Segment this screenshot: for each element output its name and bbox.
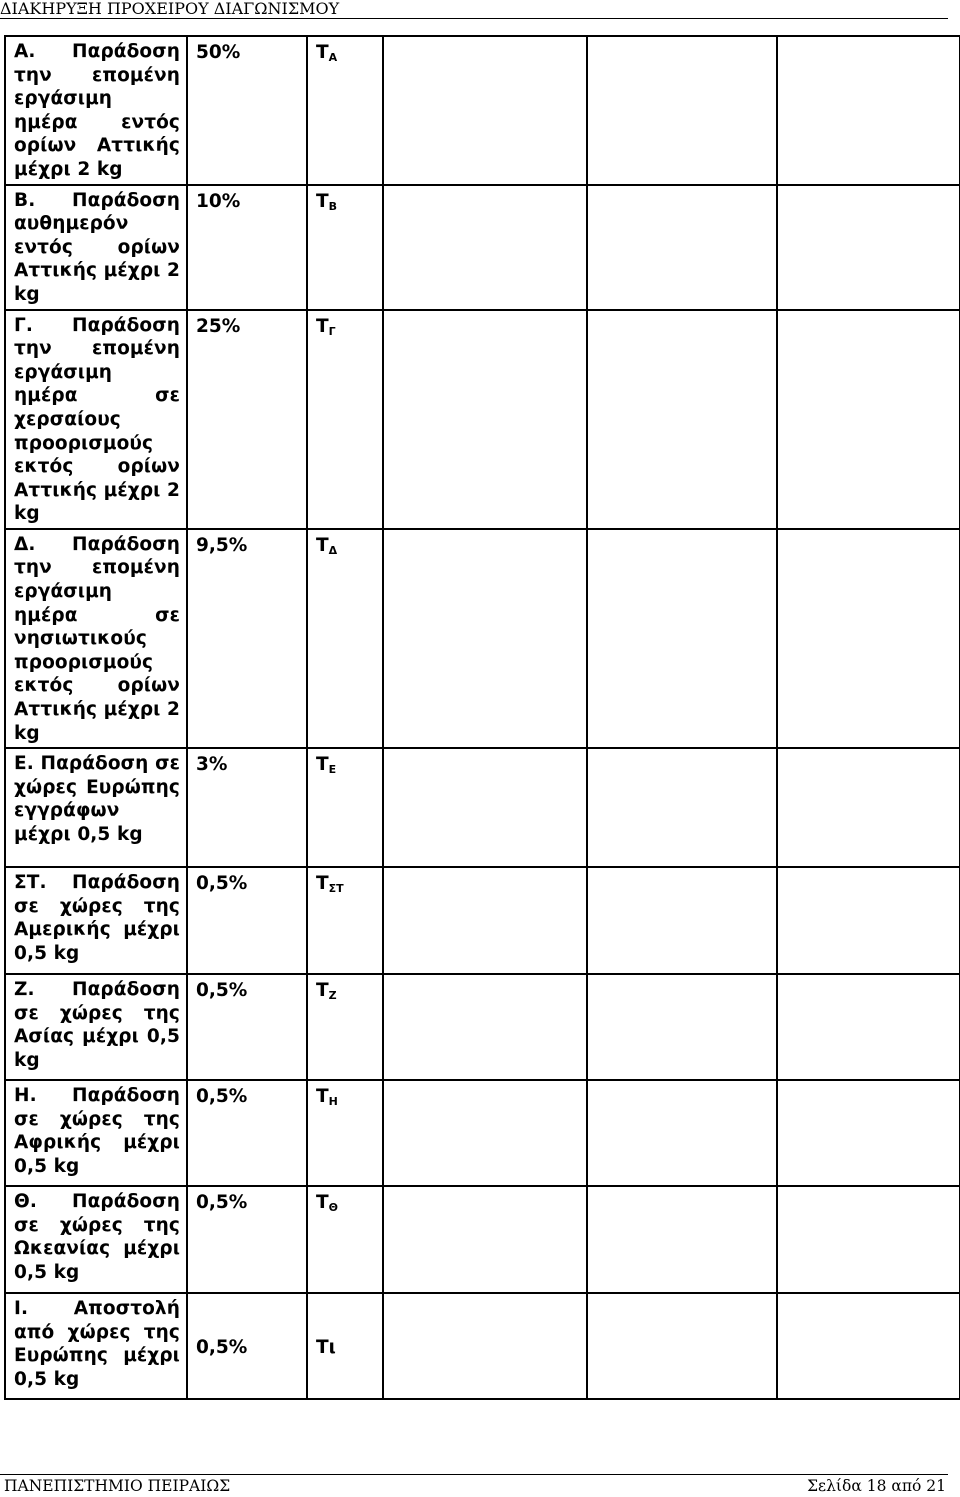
table-row — [5, 529, 960, 748]
service-description: Η. Παράδοση σε χώρες της Αφρικής μέχρι 0,5 kg — [5, 1080, 187, 1186]
tariff-symbol: T — [316, 873, 329, 895]
tariff-code — [307, 1186, 383, 1293]
tariff-subscript: E — [328, 763, 337, 777]
blank-price-cell-c[interactable] — [777, 36, 960, 185]
blank-price-cell-a[interactable] — [383, 529, 587, 748]
tariff-subscript: H — [328, 1095, 338, 1109]
blank-price-cell-c[interactable] — [777, 1293, 960, 1399]
service-description: Α. Παράδοση την επομένη εργάσιμη ημέρα εντός ορίων Αττικής μέχρι 2 kg — [5, 36, 187, 185]
tariff-symbol: T — [316, 1086, 329, 1108]
tariff-subscript: B — [328, 199, 338, 213]
blank-price-cell-a[interactable] — [383, 36, 587, 185]
blank-price-cell-b[interactable] — [587, 867, 777, 974]
tariff-symbol: T — [316, 754, 329, 776]
tariff-subscript: Γ — [328, 324, 336, 338]
service-description: Θ. Παράδοση σε χώρες της Ωκεανίας μέχρι 0,5 kg — [5, 1186, 187, 1293]
blank-price-cell-b[interactable] — [587, 529, 777, 748]
page-footer — [0, 1474, 948, 1497]
weight-percentage: 3% — [187, 748, 307, 867]
tariff-symbol: T — [316, 315, 329, 337]
table-row — [5, 1293, 960, 1399]
blank-price-cell-b[interactable] — [587, 748, 777, 867]
tariff-subscript: A — [328, 51, 338, 64]
tariff-code — [307, 529, 383, 748]
weight-percentage: 0,5% — [187, 1080, 307, 1186]
footer-institution: ΠΑΝΕΠΙΣΤΗΜΙΟ ΠΕΙΡΑΙΩΣ — [4, 1477, 231, 1495]
tariff-subscript: Δ — [328, 543, 338, 557]
blank-price-cell-b[interactable] — [587, 974, 777, 1080]
tariff-code — [307, 1080, 383, 1186]
tariff-symbol: T — [316, 980, 329, 1002]
header-title: ΔΙΑΚΗΡΥΞΗ ΠΡΟΧΕΙΡΟΥ ΔΙΑΓΩΝΙΣΜΟΥ — [0, 0, 340, 18]
tariff-code — [307, 974, 383, 1080]
blank-price-cell-a[interactable] — [383, 1293, 587, 1399]
weight-percentage: 10% — [187, 185, 307, 310]
blank-price-cell-a[interactable] — [383, 748, 587, 867]
tariff-code — [307, 185, 383, 310]
table-row — [5, 310, 960, 529]
weight-percentage: 0,5% — [187, 1186, 307, 1293]
weight-percentage: 9,5% — [187, 529, 307, 748]
blank-price-cell-b[interactable] — [587, 310, 777, 529]
blank-price-cell-b[interactable] — [587, 36, 777, 185]
service-description: Ε. Παράδοση σε χώρες Ευρώπης εγγράφων μέχρι 0,5 kg — [5, 748, 187, 867]
blank-price-cell-c[interactable] — [777, 1186, 960, 1293]
service-description: Β. Παράδοση αυθημερόν εντός ορίων Αττικής μέχρι 2 kg — [5, 185, 187, 310]
tariff-code — [307, 1293, 383, 1399]
table-row — [5, 748, 960, 867]
blank-price-cell-c[interactable] — [777, 1080, 960, 1186]
tariff-symbol: Tι — [316, 1337, 336, 1359]
tariff-code — [307, 748, 383, 867]
tariff-symbol: T — [316, 1192, 329, 1214]
weight-percentage: 0,5% — [187, 867, 307, 974]
blank-price-cell-a[interactable] — [383, 310, 587, 529]
blank-price-cell-b[interactable] — [587, 1293, 777, 1399]
service-description: ΣΤ. Παράδοση σε χώρες της Αμερικής μέχρι 0,5 kg — [5, 867, 187, 974]
footer-page-number: Σελίδα 18 από 21 — [807, 1477, 946, 1495]
weight-percentage: 25% — [187, 310, 307, 529]
blank-price-cell-a[interactable] — [383, 867, 587, 974]
blank-price-cell-b[interactable] — [587, 185, 777, 310]
blank-price-cell-c[interactable] — [777, 867, 960, 974]
blank-price-cell-c[interactable] — [777, 310, 960, 529]
blank-price-cell-c[interactable] — [777, 748, 960, 867]
table-row — [5, 867, 960, 974]
tariff-code — [307, 867, 383, 974]
blank-price-cell-c[interactable] — [777, 185, 960, 310]
table-row — [5, 1186, 960, 1293]
blank-price-cell-a[interactable] — [383, 974, 587, 1080]
page-header — [0, 0, 948, 19]
blank-price-cell-b[interactable] — [587, 1080, 777, 1186]
service-description: Ι. Αποστολή από χώρες της Ευρώπης μέχρι 0,5 kg — [5, 1293, 187, 1399]
weight-percentage: 0,5% — [187, 1293, 307, 1399]
weight-percentage: 50% — [187, 36, 307, 185]
service-description: Ζ. Παράδοση σε χώρες της Ασίας μέχρι 0,5 kg — [5, 974, 187, 1080]
blank-price-cell-c[interactable] — [777, 974, 960, 1080]
table-row — [5, 36, 960, 185]
table-row — [5, 974, 960, 1080]
tariff-symbol: T — [316, 42, 329, 63]
tariff-subscript: Θ — [328, 1201, 338, 1215]
tariff-code — [307, 36, 383, 185]
blank-price-cell-a[interactable] — [383, 1186, 587, 1293]
blank-price-cell-c[interactable] — [777, 529, 960, 748]
tariff-code — [307, 310, 383, 529]
service-description: Δ. Παράδοση την επομένη εργάσιμη ημέρα σε νησιωτικούς προορισμούς εκτός ορίων Αττικής μέχρι 2 kg — [5, 529, 187, 748]
pricing-weights-table — [4, 35, 960, 1400]
tariff-subscript: Z — [328, 989, 337, 1003]
tariff-symbol: T — [316, 190, 329, 212]
weight-percentage: 0,5% — [187, 974, 307, 1080]
service-description: Γ. Παράδοση την επομένη εργάσιμη ημέρα σε χερσαίους προορισμούς εκτός ορίων Αττικής μέχρι 2 kg — [5, 310, 187, 529]
tariff-symbol: T — [316, 534, 329, 556]
table-row — [5, 185, 960, 310]
tariff-subscript: ΣΤ — [328, 882, 344, 896]
blank-price-cell-a[interactable] — [383, 185, 587, 310]
blank-price-cell-a[interactable] — [383, 1080, 587, 1186]
blank-price-cell-b[interactable] — [587, 1186, 777, 1293]
table-row — [5, 1080, 960, 1186]
